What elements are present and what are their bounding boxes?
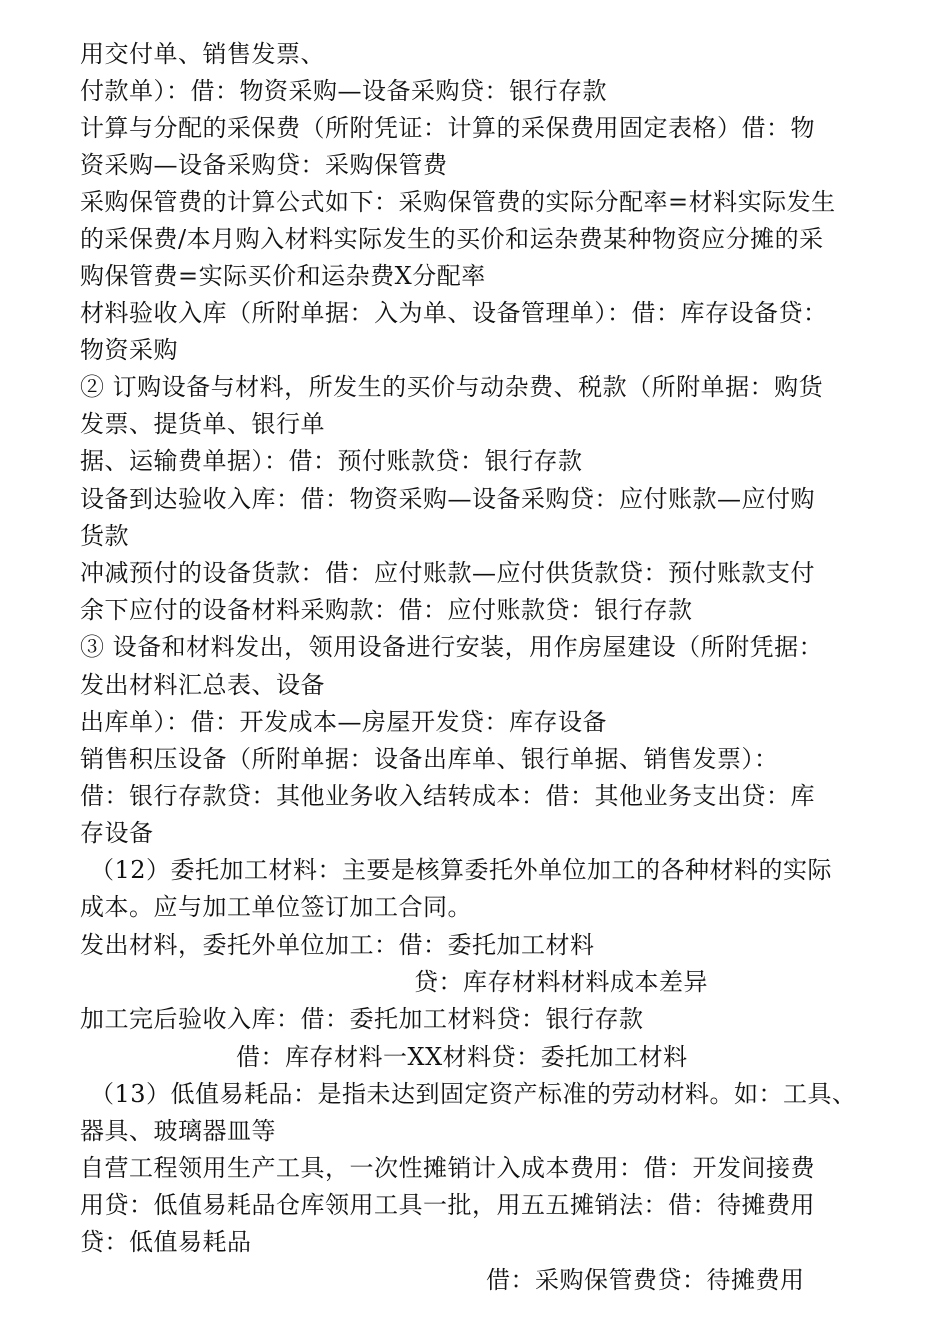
text-line-15: 冲减预付的设备货款：借：应付账款—应付供货款贷：预付账款支付 bbox=[80, 559, 815, 587]
text-line-19: 出库单）：借：开发成本—房屋开发贷：库存设备 bbox=[80, 708, 607, 736]
text-line-27: 加工完后验收入库：借：委托加工材料贷：银行存款 bbox=[80, 1005, 644, 1033]
text-line-25: 发出材料，委托外单位加工：借：委托加工材料 bbox=[80, 931, 595, 959]
text-line-9: 物资采购 bbox=[80, 336, 178, 364]
text-line-4: 资采购—设备采购贷：采购保管费 bbox=[80, 151, 448, 179]
text-line-32: 用贷：低值易耗品仓库领用工具一批，用五五摊销法：借：待摊费用 bbox=[80, 1191, 815, 1219]
text-line-17: ③ 设备和材料发出，领用设备进行安装，用作房屋建设（所附凭据： bbox=[80, 633, 824, 661]
text-line-31: 自营工程领用生产工具，一次性摊销计入成本费用：借：开发间接费 bbox=[80, 1154, 815, 1182]
text-line-23: （12）委托加工材料：主要是核算委托外单位加工的各种材料的实际 bbox=[90, 856, 833, 884]
text-line-1: 用交付单、销售发票、 bbox=[80, 40, 325, 68]
text-line-20: 销售积压设备（所附单据：设备出库单、银行单据、销售发票）： bbox=[80, 745, 779, 773]
text-line-16: 余下应付的设备材料采购款：借：应付账款贷：银行存款 bbox=[80, 596, 693, 624]
text-line-8: 材料验收入库（所附单据：入为单、设备管理单）：借：库存设备贷： bbox=[80, 299, 828, 327]
text-line-5: 采购保管费的计算公式如下：采购保管费的实际分配率=材料实际发生 bbox=[80, 188, 836, 216]
text-line-14: 货款 bbox=[80, 522, 129, 550]
text-line-11: 发票、提货单、银行单 bbox=[80, 410, 325, 438]
text-line-13: 设备到达验收入库：借：物资采购—设备采购贷：应付账款—应付购 bbox=[80, 485, 815, 513]
text-line-21: 借：银行存款贷：其他业务收入结转成本：借：其他业务支出贷：库 bbox=[80, 782, 815, 810]
text-line-24: 成本。应与加工单位签订加工合同。 bbox=[80, 893, 472, 921]
text-line-33: 贷：低值易耗品 bbox=[80, 1228, 252, 1256]
text-line-22: 存设备 bbox=[80, 819, 154, 847]
text-line-28: 借：库存材料一XX材料贷：委托加工材料 bbox=[236, 1043, 688, 1071]
text-line-3: 计算与分配的采保费（所附凭证：计算的采保费用固定表格）借：物 bbox=[80, 114, 815, 142]
text-line-12: 据、运输费单据）：借：预付账款贷：银行存款 bbox=[80, 447, 583, 475]
text-line-6: 的采保费/本月购入材料实际发生的买价和运杂费某种物资应分摊的采 bbox=[80, 225, 824, 253]
text-line-26: 贷：库存材料材料成本差异 bbox=[414, 968, 708, 996]
text-line-30: 器具、玻璃器皿等 bbox=[80, 1117, 276, 1145]
text-line-29: （13）低值易耗品：是指未达到固定资产标准的劳动材料。如：工具、 bbox=[90, 1080, 857, 1108]
text-line-2: 付款单）：借：物资采购—设备采购贷：银行存款 bbox=[80, 77, 607, 105]
text-line-18: 发出材料汇总表、设备 bbox=[80, 671, 325, 699]
text-line-10: ② 订购设备与材料，所发生的买价与动杂费、税款（所附单据：购货 bbox=[80, 373, 824, 401]
text-line-34: 借：采购保管费贷：待摊费用 bbox=[486, 1266, 805, 1294]
text-line-7: 购保管费=实际买价和运杂费X分配率 bbox=[80, 262, 486, 290]
